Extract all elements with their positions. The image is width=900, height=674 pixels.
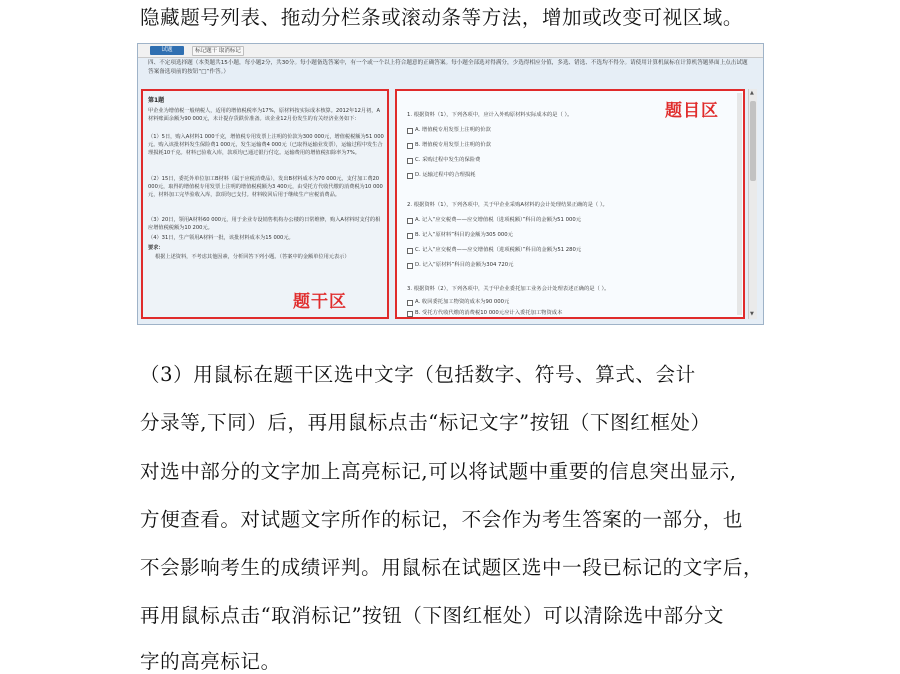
- body-text-line: 隐藏题号列表、拖动分栏条或滚动条等方法，增加或改变可视区域。: [140, 6, 744, 29]
- question-zone-label: 题目区: [665, 101, 719, 121]
- screenshot-toolbar: [138, 44, 763, 58]
- body-text-line: 方便查看。对试题文字所作的标记，不会作为考生答案的一部分，也: [140, 508, 744, 531]
- vertical-scrollbar[interactable]: [748, 89, 757, 319]
- question-stem: 2. 根据资料（1），下列各项中，关于甲企业采购A材料的会计处理结果正确的是（ ）。: [407, 202, 608, 208]
- answer-option[interactable]: A. 增值税专用发票上注明的价款: [407, 127, 677, 134]
- checkbox[interactable]: [407, 158, 413, 164]
- tab-question[interactable]: 试题: [150, 46, 184, 55]
- body-text-line: 不会影响考生的成绩评判。用鼠标在试题区选中一段已标记的文字后，: [140, 556, 764, 579]
- question-scrollbar[interactable]: [737, 93, 742, 315]
- answer-option[interactable]: D. 记入“原材料”科目的金额为304 720元: [407, 262, 677, 269]
- exam-screenshot-figure: [137, 43, 764, 325]
- scrollbar-thumb[interactable]: [750, 101, 756, 181]
- question-stem: 3. 根据资料（2），下列各项中，关于甲企业委托加工业务会计处理表述正确的是（ ）。: [407, 286, 610, 292]
- checkbox[interactable]: [407, 128, 413, 134]
- question-area[interactable]: [395, 89, 745, 319]
- mark-text-buttons[interactable]: 标记题干 取消标记: [192, 46, 244, 56]
- checkbox[interactable]: [407, 233, 413, 239]
- body-text-line: 再用鼠标点击“取消标记”按钮（下图红框处）可以清除选中部分文: [140, 604, 724, 627]
- instructions-text: 四、不定项选择题（本类题共15小题，每小题2分，共30分。每小题备选答案中，有一个或一个以上符合题意的正确答案。每小题全部选对得满分，少选得相应分值，多选、错选、不选均不得分。请使用计算机鼠标在计算机答题界面上点击试题答案备选项前的按钮“□”作答。）: [148, 60, 748, 75]
- body-text-line: 对选中部分的文字加上高亮标记,可以将试题中重要的信息突出显示,: [140, 460, 737, 483]
- stem-paragraph: 甲企业为增值税一般纳税人，适用的增值税税率为17%，原材料按实际成本核算。2012年12月初，A材料账面余额为90 000元，未计提存货跌价准备。该企业12月份发生的有关经济业务如下：: [148, 108, 381, 123]
- stem-area[interactable]: [141, 89, 389, 319]
- stem-paragraph: （3）20日，领用A材料60 000元，用于企业专设销售机构办公楼的日常维修，购入A材料时支付的相应增值税税额为10 200元。: [148, 217, 381, 232]
- checkbox[interactable]: [407, 143, 413, 149]
- scroll-down-icon[interactable]: ▼: [750, 311, 754, 317]
- stem-paragraph: （4）31日，生产领用A材料一批，该批材料成本为15 000元。: [148, 235, 294, 241]
- answer-option[interactable]: B. 受托方代收代缴的消费税10 000元应计入委托加工物资成本: [407, 310, 677, 317]
- stem-paragraph: （2）15日，委托外单位加工B材料（属于应税消费品），发出B材料成本为70 000元，支付加工费20 000元，取得的增值税专用发票上注明的增值税税额为3 400元，由受托方代收代缴的消费税为10 000元，材料加工完毕验收入库，款项均已支付。材料收回后用于继续生产应税消费品。: [148, 176, 383, 199]
- stem-title: 第1题: [148, 97, 165, 104]
- checkbox[interactable]: [407, 173, 413, 179]
- answer-option[interactable]: B. 增值税专用发票上注明的价款: [407, 142, 677, 149]
- scroll-up-icon[interactable]: ▲: [750, 90, 754, 96]
- question-stem: 1. 根据资料（1），下列各项中，应计入外购原材料实际成本的是（ ）。: [407, 112, 573, 118]
- stem-paragraph: （1）5日，购入A材料1 000千克，增值税专用发票上注明的价款为300 000元，增值税税额为51 000元。购入该批材料发生保险费1 000元，发生运输费4 000元（已取得运输业发票），运输过程中发生合理损耗10千克。材料已验收入库，款项均已通过银行付讫。运输费用的增值税扣除率为7%。: [148, 134, 384, 157]
- checkbox[interactable]: [407, 263, 413, 269]
- answer-option[interactable]: A. 记入“应交税费——应交增值税（进项税额）”科目的金额为51 000元: [407, 217, 677, 224]
- stem-zone-label: 题干区: [293, 292, 347, 312]
- body-text-line: （3）用鼠标在题干区选中文字（包括数字、符号、算式、会计: [140, 363, 696, 386]
- checkbox[interactable]: [407, 300, 413, 306]
- answer-option[interactable]: C. 记入“应交税费——应交增值税（进项税额）”科目的金额为51 280元: [407, 247, 677, 254]
- answer-option[interactable]: D. 运输过程中的合理损耗: [407, 172, 677, 179]
- answer-option[interactable]: C. 采购过程中发生的保险费: [407, 157, 677, 164]
- body-text-line: 字的高亮标记。: [140, 650, 281, 673]
- stem-paragraph: 根据上述资料，不考虑其他因素，分析回答下列小题。（答案中的金额单位用元表示）: [155, 254, 350, 260]
- checkbox[interactable]: [407, 248, 413, 254]
- checkbox[interactable]: [407, 218, 413, 224]
- body-text-line: 分录等,下同）后，再用鼠标点击“标记文字”按钮（下图红框处）: [140, 411, 711, 434]
- checkbox[interactable]: [407, 311, 413, 317]
- stem-requirement-label: 要求：: [148, 245, 164, 251]
- answer-option[interactable]: B. 记入“原材料”科目的金额为305 000元: [407, 232, 677, 239]
- answer-option[interactable]: A. 收回委托加工物资的成本为90 000元: [407, 299, 677, 306]
